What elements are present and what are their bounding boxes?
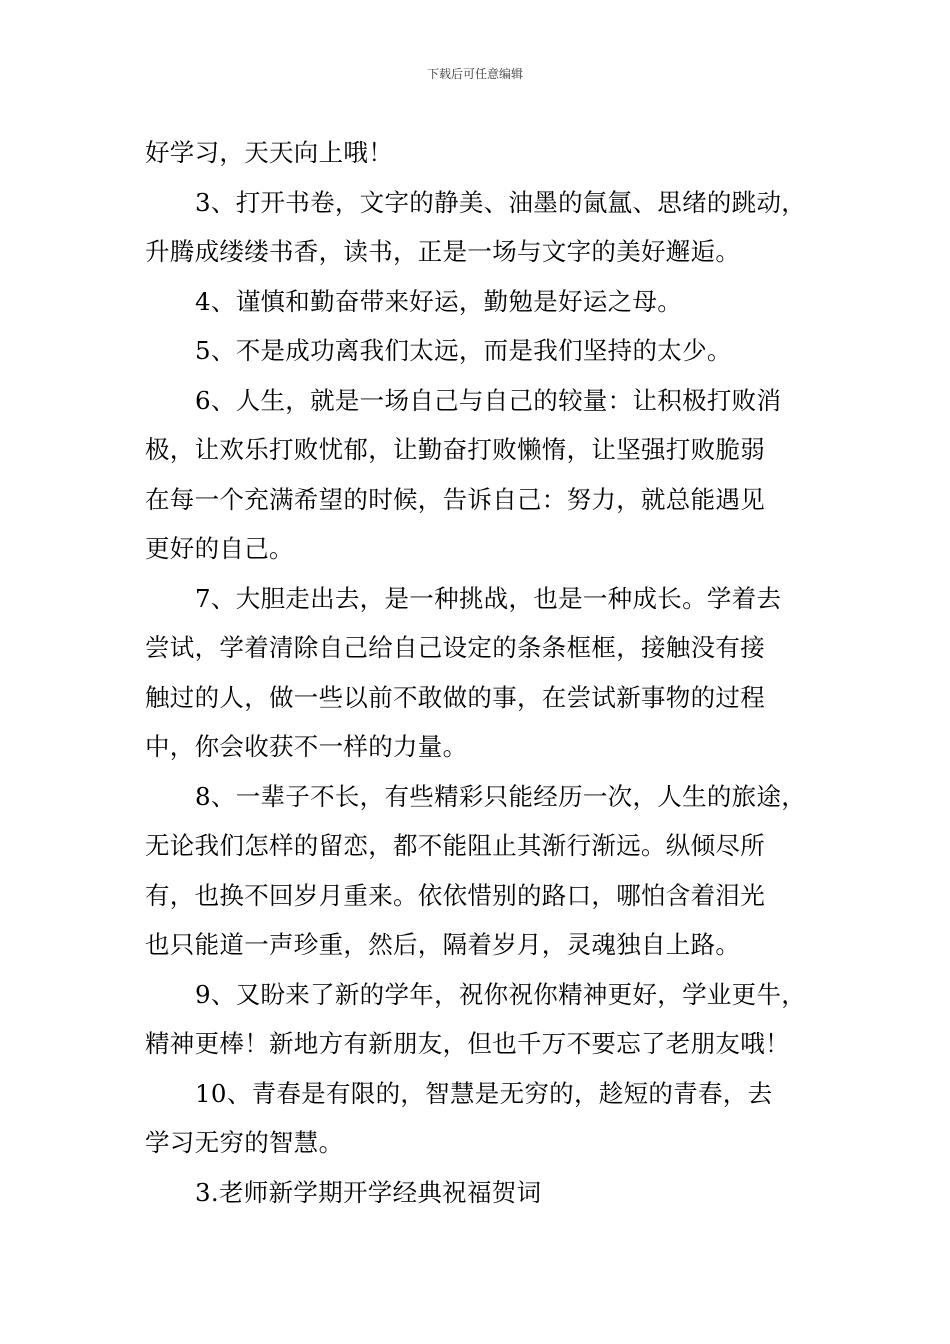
text-line: 也只能道一声珍重，然后，隔着岁月，灵魂独自上路。 [145, 930, 741, 959]
text-line: 无论我们怎样的留恋，都不能阻止其渐行渐远。纵倾尽所 [145, 831, 765, 860]
text-line: 尝试，学着清除自己给自己设定的条条框框，接触没有接 [145, 633, 765, 662]
text-line: 触过的人，做一些以前不敢做的事，在尝试新事物的过程 [145, 682, 765, 712]
text-line: 极，让欢乐打败忧郁，让勤奋打败懒惰，让坚强打败脆弱 [145, 435, 765, 464]
text-line: 好学习，天天向上哦！ [145, 138, 393, 167]
section-heading: 3.老师新学期开学经典祝福贺词 [195, 1177, 542, 1207]
text-line: 学习无穷的智慧。 [145, 1128, 344, 1157]
text-line: 5、不是成功离我们太远，而是我们坚持的太少。 [195, 336, 732, 365]
text-line: 7、大胆走出去，是一种挑战，也是一种成长。学着去 [195, 583, 782, 613]
text-line: 精神更棒！新地方有新朋友，但也千万不要忘了老朋友哦！ [145, 1029, 790, 1058]
text-line: 中，你会收获不一样的力量。 [145, 732, 468, 761]
text-line: 9、又盼来了新的学年，祝你祝你精神更好，学业更牛， [195, 979, 807, 1009]
text-line: 6、人生，就是一场自己与自己的较量：让积极打败消 [195, 385, 782, 415]
text-line: 4、谨慎和勤奋带来好运，勤勉是好运之母。 [195, 286, 683, 316]
page-header: 下载后可任意编辑 [426, 67, 523, 81]
text-line: 更好的自己。 [145, 534, 294, 563]
text-line: 在每一个充满希望的时候，告诉自己：努力，就总能遇见 [145, 484, 765, 514]
text-line: 8、一辈子不长，有些精彩只能经历一次，人生的旅途， [195, 781, 807, 811]
text-line: 有，也换不回岁月重来。依依惜别的路口，哪怕含着泪光 [145, 880, 765, 910]
document-body [145, 128, 817, 1217]
text-line: 10、青春是有限的，智慧是无穷的，趁短的青春，去 [195, 1078, 773, 1108]
text-line: 3、打开书卷，文字的静美、油墨的氤氲、思绪的跳动， [195, 187, 807, 217]
text-line: 升腾成缕缕书香，读书，正是一场与文字的美好邂逅。 [145, 237, 741, 266]
